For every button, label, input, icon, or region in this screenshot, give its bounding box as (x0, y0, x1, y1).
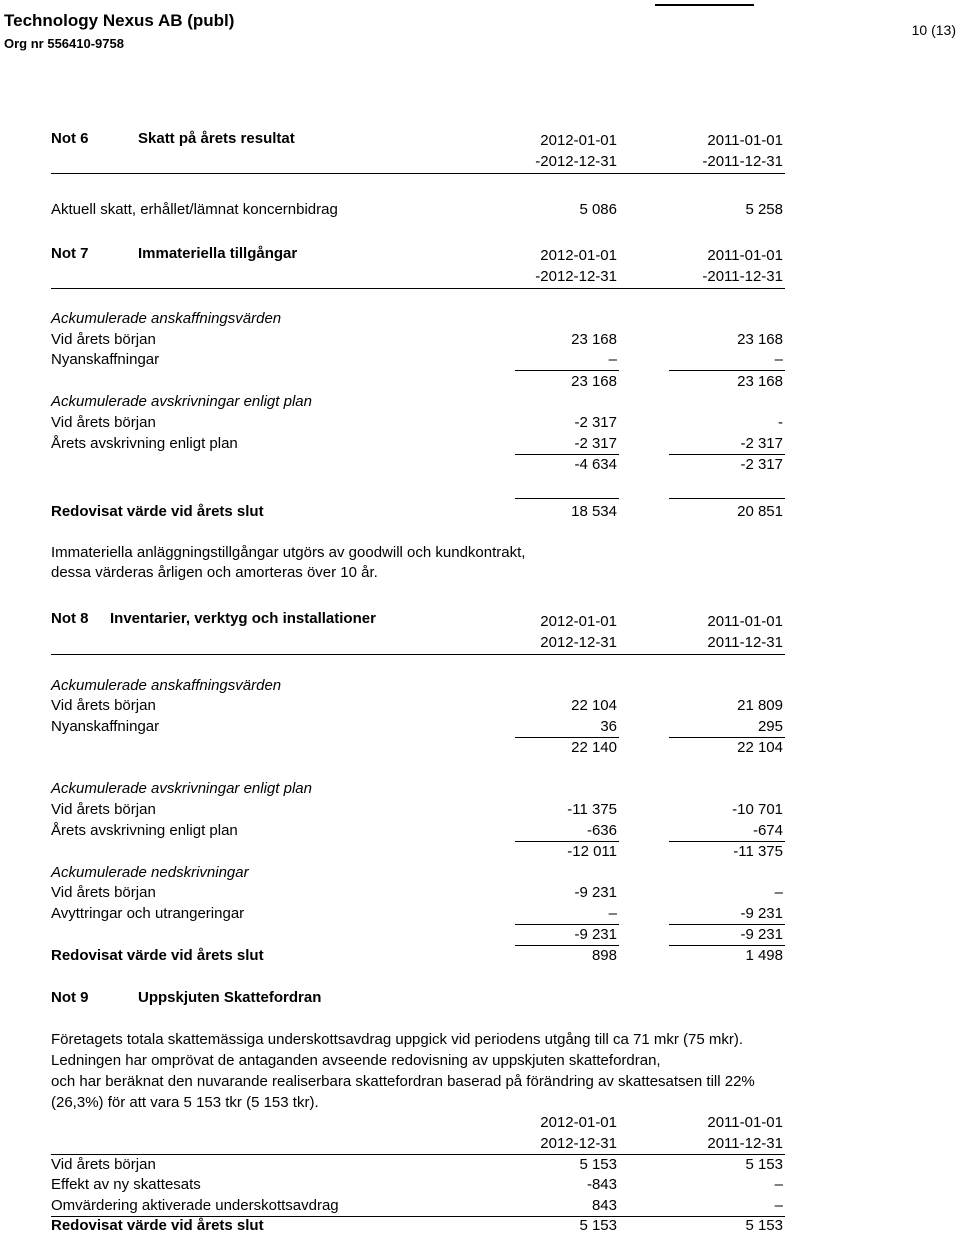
row-value-2011: -2 317 (740, 435, 783, 452)
row-value-2012: -636 (586, 822, 617, 839)
subtotal-2011: 23 168 (737, 373, 783, 390)
row-label: Avyttringar och utrangeringar (51, 905, 245, 922)
note-number: Not 7 (51, 245, 89, 262)
paragraph: Ledningen har omprövat de antaganden avseende redovisning av uppskjuten skattefordran, (51, 1052, 661, 1069)
row-label: Vid årets början (51, 331, 156, 348)
row-value-2012: – (608, 905, 617, 922)
header-rule (51, 288, 785, 289)
row-value-2012: 843 (591, 1197, 617, 1214)
paragraph: (26,3%) för att vara 5 153 tkr (5 153 tkr). (51, 1094, 319, 1111)
row-label: Nyanskaffningar (51, 718, 160, 735)
col1-period-start: 2012-01-01 (540, 132, 617, 149)
row-label: Årets avskrivning enligt plan (51, 822, 238, 839)
section-heading: Ackumulerade anskaffningsvärden (51, 677, 282, 694)
row-value-2011: 295 (757, 718, 783, 735)
note-title: Immateriella tillgångar (138, 245, 298, 262)
section-heading: Ackumulerade nedskrivningar (51, 864, 249, 881)
row-value-2011: 23 168 (737, 331, 783, 348)
subtotal-2012: 22 140 (571, 739, 617, 756)
total-2011: 1 498 (745, 947, 783, 964)
row-value-2012: 5 086 (579, 201, 617, 218)
total-rule (669, 498, 785, 499)
subtotal-rule (515, 454, 619, 455)
org-number: Org nr 556410-9758 (4, 36, 124, 51)
total-rule (669, 945, 785, 946)
col2-period-end: 2011-12-31 (707, 1135, 783, 1152)
subtotal-rule (669, 370, 785, 371)
col2-period-start: 2011-01-01 (707, 613, 783, 630)
row-value-2012: 23 168 (571, 331, 617, 348)
total-label: Redovisat värde vid årets slut (51, 947, 264, 964)
note-number: Not 6 (51, 130, 89, 147)
subtotal-2011: -11 375 (733, 843, 783, 860)
row-value-2011: 5 258 (745, 201, 783, 218)
row-value-2011: -9 231 (740, 905, 783, 922)
row-value-2011: -10 701 (732, 801, 783, 818)
col1-period-start: 2012-01-01 (540, 247, 617, 264)
row-value-2012: -843 (586, 1176, 617, 1193)
row-label: Vid årets början (51, 1156, 156, 1173)
subtotal-2012: 23 168 (571, 373, 617, 390)
note-number: Not 9 (51, 989, 89, 1006)
row-value-2011: – (774, 351, 783, 368)
total-2012: 5 153 (579, 1217, 617, 1234)
row-label: Nyanskaffningar (51, 351, 160, 368)
subtotal-2011: 22 104 (737, 739, 783, 756)
subtotal-2011: -2 317 (740, 456, 783, 473)
row-label: Omvärdering aktiverade underskottsavdrag (51, 1197, 339, 1214)
header-rule (51, 1154, 785, 1155)
row-value-2012: -2 317 (574, 435, 617, 452)
section-heading: Ackumulerade avskrivningar enligt plan (51, 393, 312, 410)
row-value-2012: 5 153 (579, 1156, 617, 1173)
col2-period-end: 2011-12-31 (707, 634, 783, 651)
section-heading: Ackumulerade avskrivningar enligt plan (51, 780, 312, 797)
subtotal-rule (515, 737, 619, 738)
row-value-2012: -9 231 (574, 884, 617, 901)
col1-period-end: -2012-12-31 (535, 153, 617, 170)
row-value-2011: – (774, 884, 783, 901)
col1-period-end: 2012-12-31 (540, 1135, 617, 1152)
total-2012: 898 (591, 947, 617, 964)
row-label: Vid årets början (51, 697, 156, 714)
total-2011: 20 851 (737, 503, 783, 520)
note-title: Uppskjuten Skattefordran (138, 989, 322, 1006)
total-label: Redovisat värde vid årets slut (51, 1217, 264, 1234)
total-rule (515, 498, 619, 499)
total-label: Redovisat värde vid årets slut (51, 503, 264, 520)
col1-period-end: -2012-12-31 (535, 268, 617, 285)
subtotal-rule (669, 924, 785, 925)
subtotal-rule (669, 454, 785, 455)
header-rule (655, 4, 754, 6)
row-label: Aktuell skatt, erhållet/lämnat koncernbidrag (51, 201, 338, 218)
col2-period-end: -2011-12-31 (702, 153, 783, 170)
row-label: Vid årets början (51, 414, 156, 431)
header-rule (51, 654, 785, 655)
row-value-2012: -11 375 (567, 801, 617, 818)
note-title: Skatt på årets resultat (138, 130, 295, 147)
subtotal-2012: -12 011 (567, 843, 617, 860)
note-text: Immateriella anläggningstillgångar utgörs av goodwill och kundkontrakt, (51, 544, 526, 561)
row-value-2012: 22 104 (571, 697, 617, 714)
col2-period-start: 2011-01-01 (707, 132, 783, 149)
row-label: Årets avskrivning enligt plan (51, 435, 238, 452)
col1-period-start: 2012-01-01 (540, 1114, 617, 1131)
row-label: Vid årets början (51, 801, 156, 818)
total-rule (515, 945, 619, 946)
note-title: Inventarier, verktyg och installationer (110, 610, 376, 627)
col2-period-end: -2011-12-31 (702, 268, 783, 285)
row-label: Vid årets början (51, 884, 156, 901)
col2-period-start: 2011-01-01 (707, 1114, 783, 1131)
col1-period-end: 2012-12-31 (540, 634, 617, 651)
col2-period-start: 2011-01-01 (707, 247, 783, 264)
subtotal-rule (515, 924, 619, 925)
total-2011: 5 153 (745, 1217, 783, 1234)
col1-period-start: 2012-01-01 (540, 613, 617, 630)
subtotal-2011: -9 231 (740, 926, 783, 943)
paragraph: och har beräknat den nuvarande realiserbara skattefordran baserad på förändring av skattesatsen till 22% (51, 1073, 755, 1090)
header-rule (51, 173, 785, 174)
row-value-2011: 21 809 (737, 697, 783, 714)
row-value-2011: – (774, 1176, 783, 1193)
row-value-2011: -674 (752, 822, 783, 839)
subtotal-2012: -4 634 (574, 456, 617, 473)
subtotal-rule (515, 370, 619, 371)
subtotal-rule (669, 841, 785, 842)
paragraph: Företagets totala skattemässiga underskottsavdrag uppgick vid periodens utgång till ca 71 mkr (75 mkr). (51, 1031, 744, 1048)
subtotal-rule (515, 841, 619, 842)
row-value-2011: 5 153 (745, 1156, 783, 1173)
total-2012: 18 534 (571, 503, 617, 520)
row-value-2011: - (778, 414, 783, 431)
row-value-2012: 36 (600, 718, 617, 735)
row-label: Effekt av ny skattesats (51, 1176, 201, 1193)
section-heading: Ackumulerade anskaffningsvärden (51, 310, 282, 327)
note-number: Not 8 (51, 610, 89, 627)
page-number: 10 (13) (911, 22, 956, 38)
subtotal-2012: -9 231 (574, 926, 617, 943)
row-value-2011: – (774, 1197, 783, 1214)
note-text: dessa värderas årligen och amorteras över 10 år. (51, 564, 378, 581)
subtotal-rule (669, 737, 785, 738)
row-value-2012: – (608, 351, 617, 368)
company-name: Technology Nexus AB (publ) (4, 11, 235, 30)
row-value-2012: -2 317 (574, 414, 617, 431)
